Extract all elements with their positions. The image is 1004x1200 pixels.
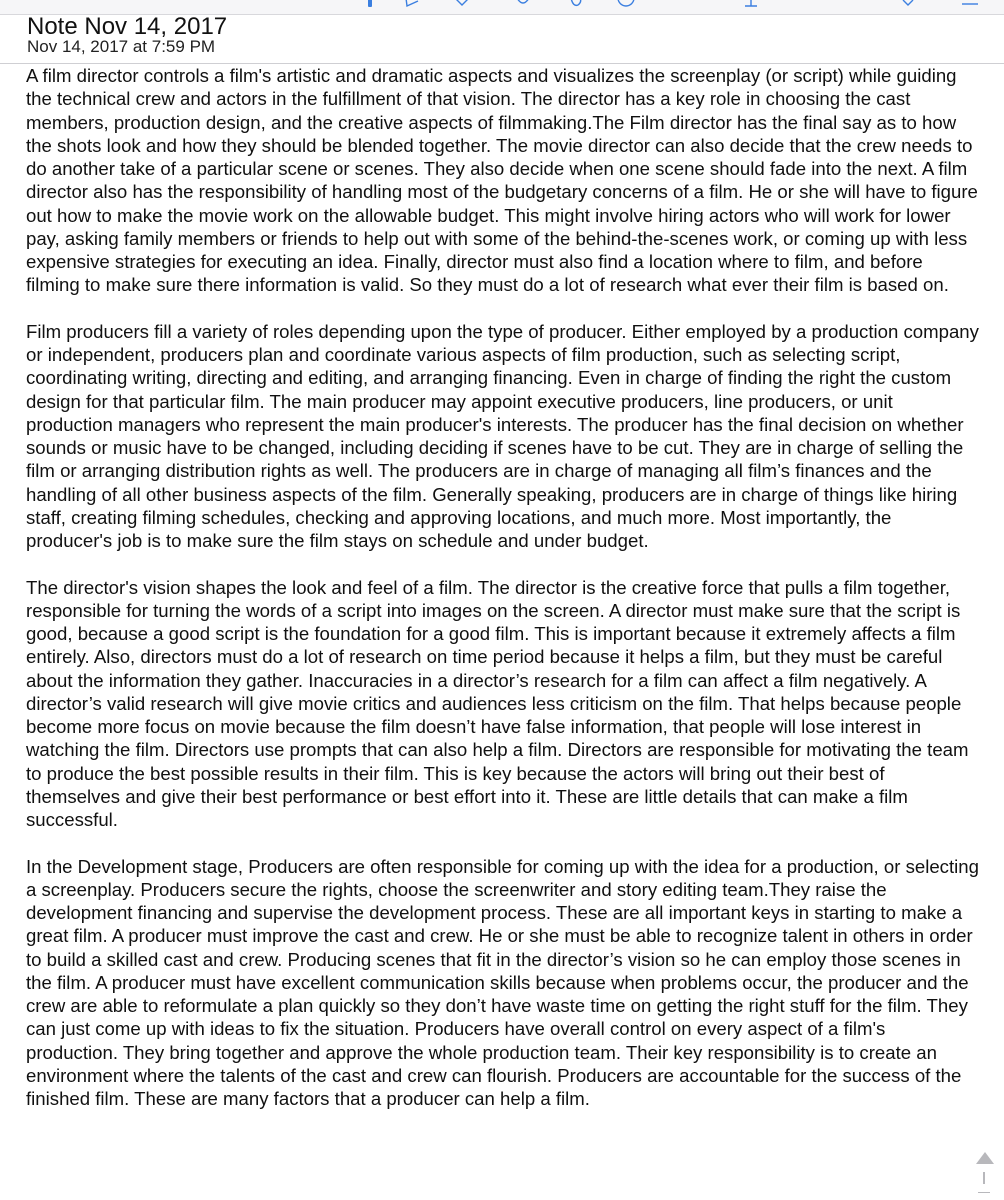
scrollbar-thumb[interactable] — [983, 1172, 985, 1184]
menu-icon[interactable] — [960, 0, 980, 8]
note-date: Nov 14, 2017 at 7:59 PM — [27, 37, 216, 56]
note-title: Note Nov 14, 2017 — [27, 13, 228, 40]
note-paragraph: A film director controls a film's artistic and dramatic aspects and visualizes the screenplay (or script) while guiding the technical crew and actors in the fulfillment of that vision. The director has a key role in choosing the cast members, production design, and the creative aspects of filmmaking.The Film director has the final say as to how the shots look and how they should be blended together. The movie director can also decide that the crew needs to do another take of a particular scene or scenes. They also decide when one scene should fade into the next. A film director also has the responsibility of handling most of the budgetary concerns of a film. He or she will have to figure out how to make the movie work on the allowable budget. This might involve hiring actors who will work for lower pay, asking family members or friends to help out with some of the behind-the-scenes work, or coming up with less expensive strategies for executing an idea. Finally, director must also find a location where to film, and before filming to make sure there information is valid. So they must do a lot of research what ever their film is based on. — [26, 65, 978, 296]
highlighter-icon[interactable] — [515, 0, 531, 8]
note-paragraph: In the Development stage, Producers are often responsible for coming up with the idea for a production, or selecting a screenplay. Producers secure the rights, choose the screenwriter and story editing team.They raise the development financing and supervise the development process. These are all important keys in starting to make a great film. A producer must improve the cast and crew. He or she must be able to recognize talent in others in order to build a skilled cast and crew. Producing scenes that fit in the director’s vision so he can employ those scenes in the film. A producer must have excellent communication skills because when problems occur, the producer and the crew are able to reformulate a plan quickly so they don’t have waste time on getting the right stuff for the film. They can just come up with ideas to fix the situation. Producers have overall control on every aspect of a film's production. They bring together and approve the whole production team. Their key responsibility is to create an environment where the talents of the cast and crew can flourish. Producers are accountable for the success of the finished film. These are many factors that a producer can help a film. — [26, 855, 979, 1109]
text-cursor-icon[interactable] — [742, 0, 760, 8]
scrollbar-base — [978, 1192, 990, 1193]
pencil-icon[interactable] — [365, 0, 375, 8]
circle-icon[interactable] — [616, 0, 636, 8]
marker-icon[interactable] — [454, 0, 470, 8]
lasso-icon[interactable] — [568, 0, 584, 8]
note-body[interactable] — [26, 64, 981, 1134]
scroll-up-arrow-icon[interactable] — [975, 1149, 995, 1165]
note-header — [0, 15, 1004, 64]
pen-icon[interactable] — [404, 0, 420, 8]
note-paragraph: The director's vision shapes the look and feel of a film. The director is the creative force that pulls a film together, responsible for turning the words of a script into images on the screen. A director must make sure that the script is good, because a good script is the foundation for a good film. This is important because it extremely affects a film entirely. Also, directors must do a lot of research on time period because it helps a film, but they must be careful about the information they gather. Inaccuracies in a director’s research for a film can affect a film negatively. A director’s valid research will give movie critics and audiences less criticism on the film. That helps because people become more focus on movie because the film doesn’t have false information, that people will lose interest in watching the film. Directors use prompts that can also help a film. Directors are responsible for motivating the team to produce the best possible results in their film. This is key because the actors will bring out their best of themselves and give their best performance or best effort into it. These are little details that can make a film successful. — [26, 576, 969, 830]
chevron-icon[interactable] — [900, 0, 916, 8]
note-paragraph: Film producers fill a variety of roles depending upon the type of producer. Either employed by a production company or independent, producers plan and coordinate various aspects of film production, such as selecting script, coordinating writing, directing and editing, and arranging financing. Even in charge of finding the right the custom design for that particular film. The main producer may appoint executive producers, line producers, or unit production managers who represent the main producer's interests. The producer has the final decision on whether sounds or music have to be changed, including deciding if scenes have to be cut. They are in charge of selling the film or arranging distribution rights as well. The producers are in charge of managing all film’s finances and the handling of all other business aspects of the film. Generally speaking, producers are in charge of things like hiring staff, creating filming schedules, checking and approving locations, and much more. Most importantly, the producer's job is to make sure the film stays on schedule and under budget. — [26, 320, 979, 551]
